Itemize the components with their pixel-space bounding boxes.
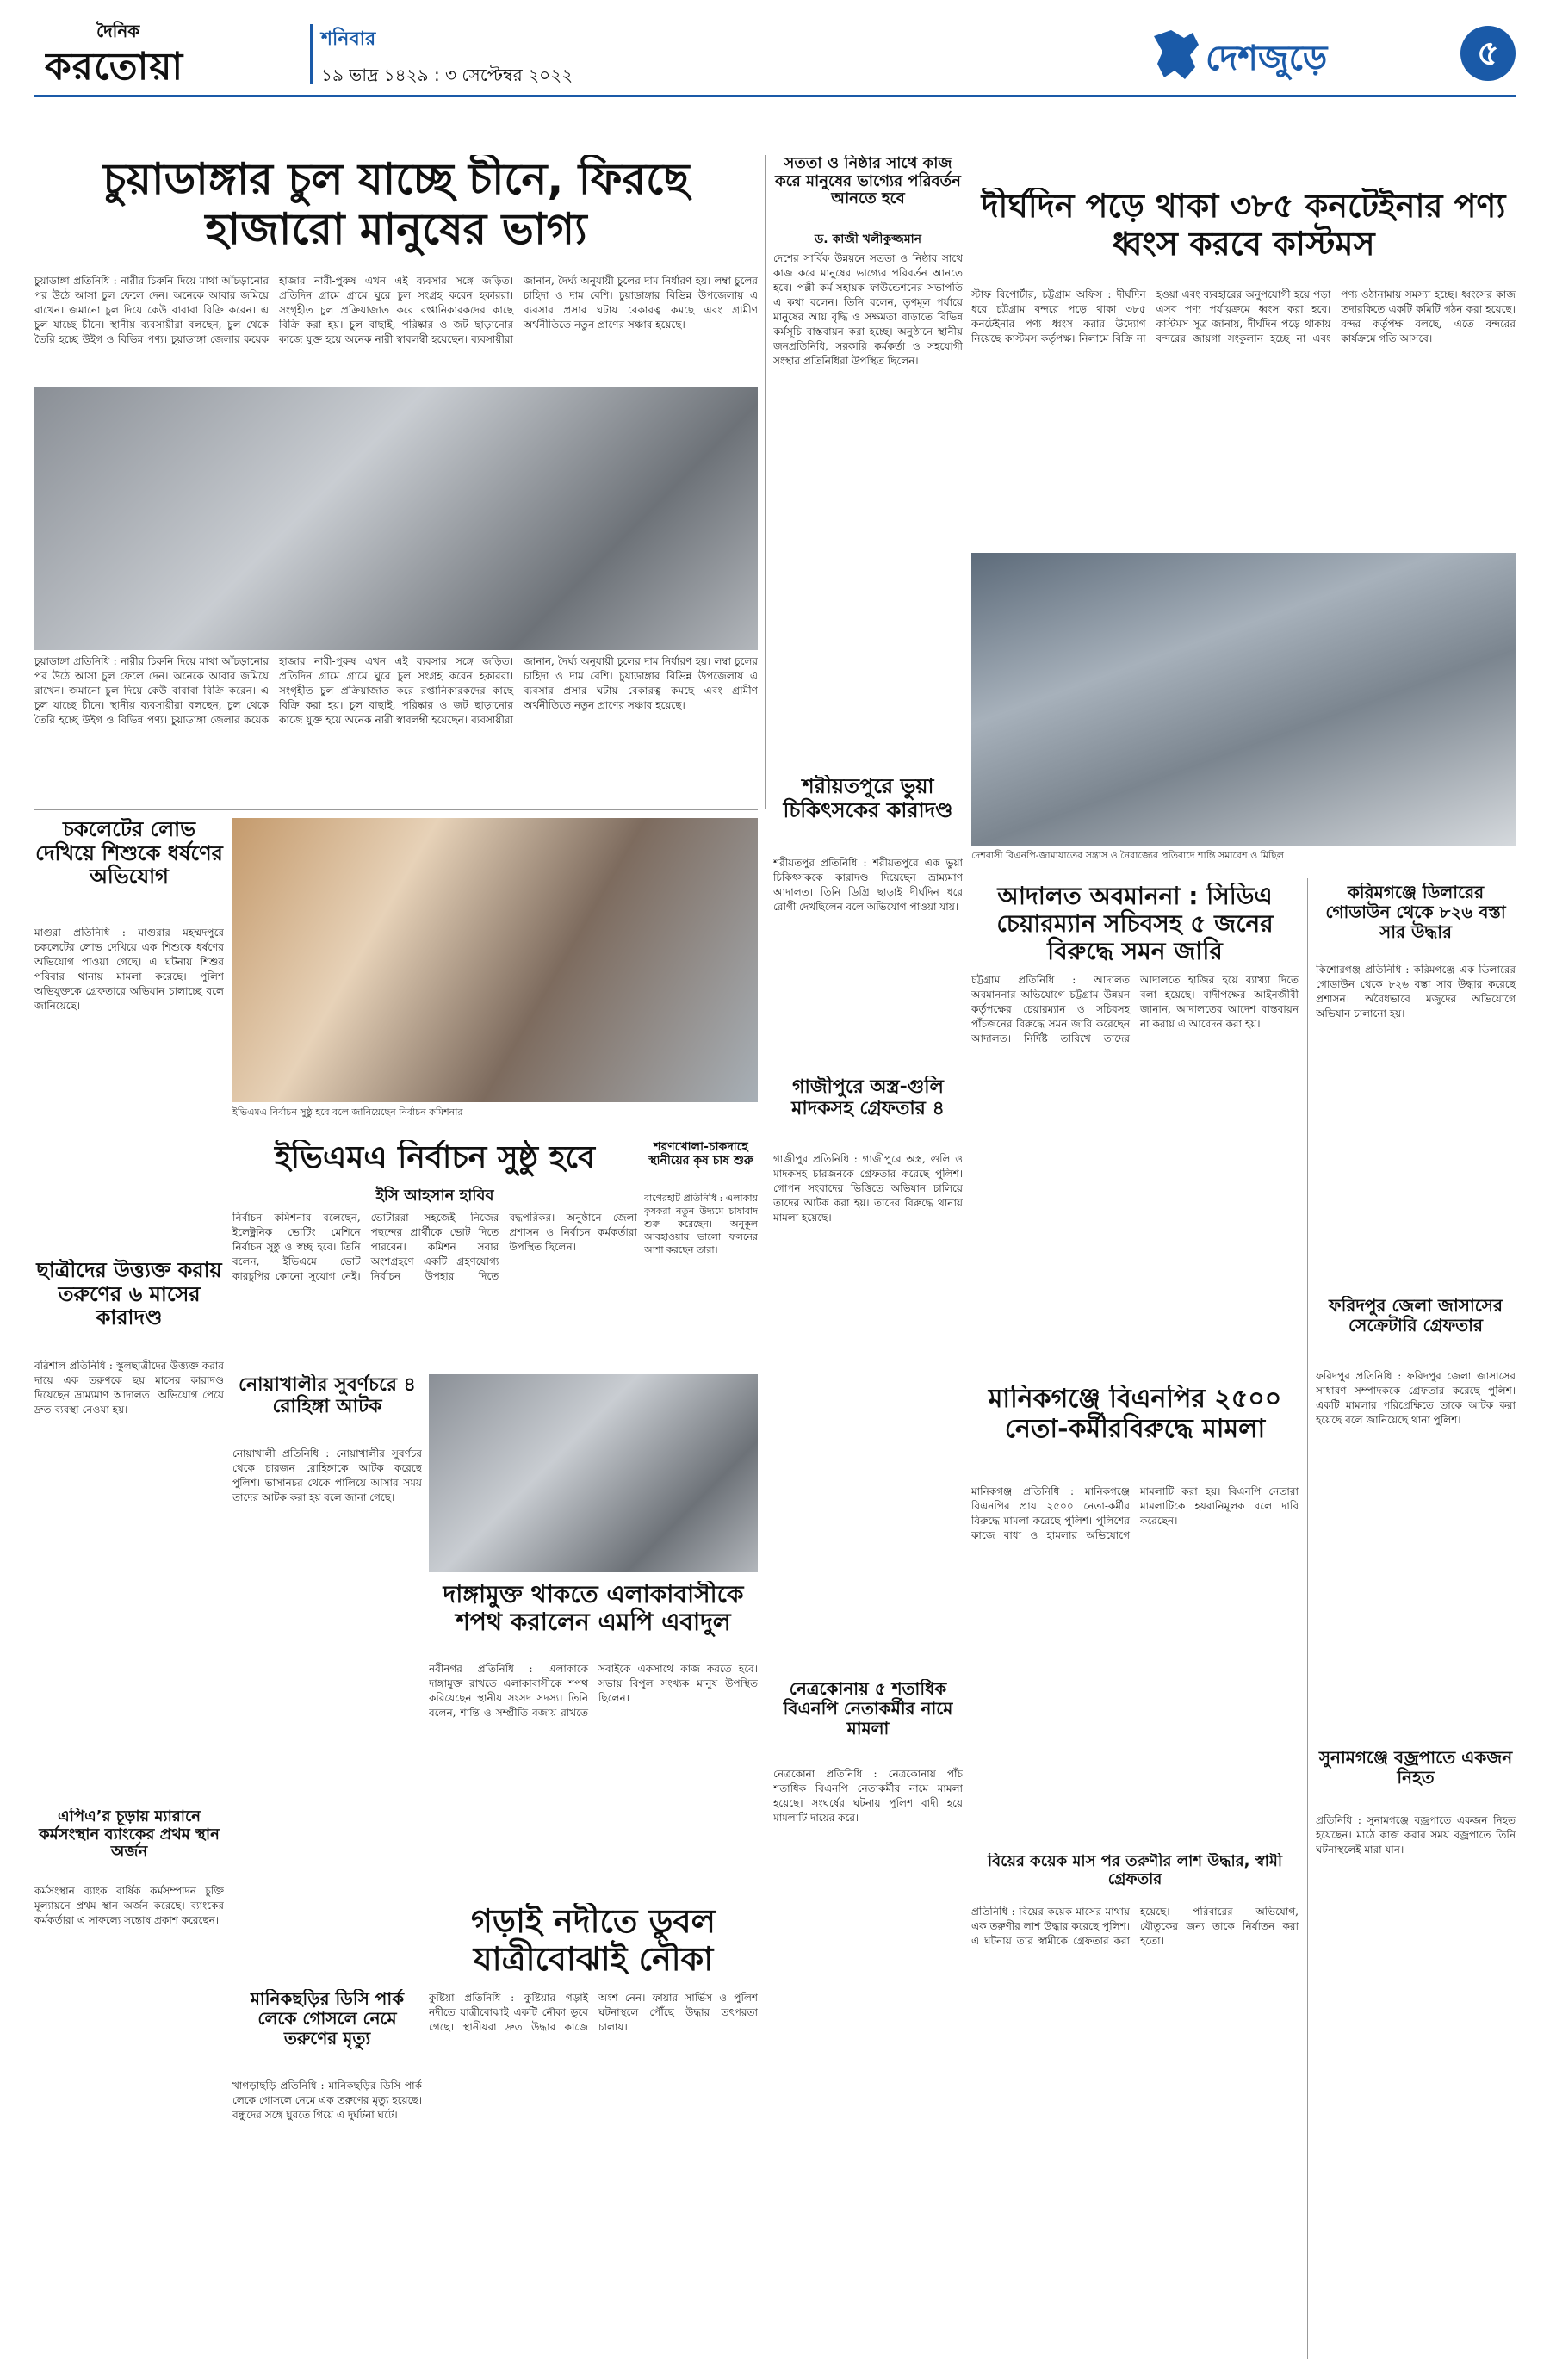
story-students-body: বরিশাল প্রতিনিধি : স্কুলছাত্রীদের উত্ত্যক্ত করার দায়ে এক তরুণকে ছয় মাসের কারাদণ্ড দিয়েছেন ভ্রাম্যমাণ আদালত। অভিযোগ পেয়ে দ্রুত ব্যবস্থা নেওয়া হয়।	[34, 1360, 224, 1416]
headline-hair: চুয়াডাঙ্গার চুল যাচ্ছে চীনে, ফিরছে হাজারো মানুষের ভাগ্য	[102, 155, 690, 254]
story-quack-body: শরীয়তপুর প্রতিনিধি : শরীয়তপুরে এক ভুয়া চিকিৎসককে কারাদণ্ড দিয়েছেন ভ্রাম্যমাণ আদালত। তিনি ডিগ্রি ছাড়াই দীর্ঘদিন ধরে রোগী দেখছিলেন বলে অভিযোগ পাওয়া যায়।	[773, 857, 963, 913]
story-atm-body: কর্মসংস্থান ব্যাংক বার্ষিক কর্মসম্পাদন চুক্তি মূল্যায়নে প্রথম স্থান অর্জন করেছে। ব্যাংকের কর্মকর্তারা এ সাফল্যে সন্তোষ প্রকাশ করেছেন।	[34, 1885, 224, 1926]
story-hair-body-bottom: চুয়াডাঙ্গা প্রতিনিধি : নারীর চিরুনি দিয়ে মাথা আঁচড়ানোর পর উঠে আসা চুল ফেলে দেন। অনেকে আবার জমিয়ে রাখেন। জমানো চুল দিয়ে কেউ বাবাবা বিক্রি করেন। এ চুল যাচ্ছে চীনে। স্থানীয় ব্যবসায়ীরা বলছেন, চুল থেকে তৈরি হচ্ছে উইগ ও বিভিন্ন পণ্য। চুয়াডাঙ্গা জেলার কয়েক হাজার নারী-পুরুষ এখন এই ব্যবসার সঙ্গে জড়িত। প্রতিদিন গ্রামে গ্রামে ঘুরে চুল সংগ্রহ করেন হকাররা। সংগৃহীত চুল প্রক্রিয়াজাত করে রপ্তানিকারকদের কাছে বিক্রি করা হয়। চুল বাছাই, পরিষ্কার ও জট ছাড়ানোর কাজে যুক্ত হয়ে অনেক নারী স্বাবলম্বী হয়েছেন। ব্যবসায়ীরা জানান, দৈর্ঘ্য অনুযায়ী চুলের দাম নির্ধারণ হয়। লম্বা চুলের চাহিদা ও দাম বেশি। চুয়াডাঙ্গার বিভিন্ন উপজেলায় এ ব্যবসার প্রসার ঘটায় বেকারত্ব কমছে এবং গ্রামীণ অর্থনীতিতে নতুন প্রাণের সঞ্চার হয়েছে।	[34, 655, 758, 726]
story-chocolate-body: মাগুরা প্রতিনিধি : মাগুরার মহম্মদপুরে চকলেটের লোভ দেখিয়ে এক শিশুকে ধর্ষণের অভিযোগ পাওয়া গেছে। এ ঘটনায় শিশুর পরিবার থানায় মামলা করেছে। পুলিশ অভিযুক্তকে গ্রেফতারে অভিযান চালাচ্ছে বলে জানিয়েছে।	[34, 927, 224, 1012]
headline-quack: শরীয়তপুরে ভুয়া চিকিৎসকের কারাদণ্ড	[783, 775, 953, 822]
date-full: ১৯ ভাদ্র ১৪২৯ : ৩ সেপ্টেম্বর ২০২২	[321, 65, 574, 84]
brand-big: করতোয়া	[45, 45, 184, 86]
headline-gazipur: গাজীপুরে অস্ত্র-গুলি মাদকসহ গ্রেফতার ৪	[791, 1076, 945, 1120]
story-manikganj-body: মানিকগঞ্জ প্রতিনিধি : মানিকগঞ্জে বিএনপির প্রায় ২৫০০ নেতা-কর্মীর বিরুদ্ধে মামলা করেছে পুলিশ। পুলিশের কাজে বাধা ও হামলার অভিযোগে মামলাটি করা হয়। বিএনপি নেতারা মামলাটিকে হয়রানিমূলক বলে দাবি করেছেন।	[971, 1485, 1299, 1541]
column-rule-right	[1307, 878, 1308, 2359]
column-rule	[765, 155, 766, 809]
story-gorai-body: কুষ্টিয়া প্রতিনিধি : কুষ্টিয়ার গড়াই নদীতে যাত্রীবোঝাই একটি নৌকা ডুবে গেছে। স্থানীয়রা দ্রুত উদ্ধার কাজে অংশ নেন। ফায়ার সার্ভিস ও পুলিশ ঘটনাস্থলে পৌঁছে উদ্ধার তৎপরতা চালায়।	[429, 1992, 758, 2033]
headline-containers: দীর্ঘদিন পড়ে থাকা ৩৮৫ কনটেইনার পণ্য ধ্বংস করবে কাস্টমস	[981, 188, 1506, 263]
headline-atm: এপিএ’র চূড়ায় ম্যারানে কর্মসংস্থান ব্যাংকের প্রথম স্থান অর্জন	[39, 1808, 220, 1862]
brand-small: দৈনিক	[96, 21, 140, 41]
story-honesty-body: দেশের সার্বিক উন্নয়নে সততা ও নিষ্ঠার সাথে কাজ করে মানুষের ভাগ্যের পরিবর্তন আনতে হবে। পল্লী কর্ম-সহায়ক ফাউন্ডেশনের সভাপতি এ কথা বলেন। তিনি বলেন, তৃণমূল পর্যায়ে মানুষের আয় বৃদ্ধি ও সক্ষমতা বাড়াতে বিভিন্ন কর্মসূচি বাস্তবায়ন করা হচ্ছে। অনুষ্ঠানে স্থানীয় জনপ্রতিনিধি, সরকারি কর্মকর্তা ও সহযোগী সংস্থার প্রতিনিধিরা উপস্থিত ছিলেন।	[773, 252, 963, 367]
date-block	[310, 24, 741, 84]
photo-evm	[232, 818, 758, 1102]
headline-students: ছাত্রীদের উত্ত্যক্ত করায় তরুণের ৬ মাসের কারাদণ্ড	[36, 1259, 222, 1330]
top-rule	[34, 95, 1516, 97]
headline-contempt: আদালত অবমাননা : সিডিএ চেয়ারম্যান সচিবসহ ৫ জনের বিরুদ্ধে সমন জারি	[996, 883, 1274, 966]
headline-sunamganj: সুনামগঞ্জে বজ্রপাতে একজন নিহত	[1318, 1748, 1513, 1788]
headline-mp: দাঙ্গামুক্ত থাকতে এলাকাবাসীকে শপথ করালেন এমপি এবাদুল	[443, 1581, 744, 1637]
headline-swamp: শরণখোলা-চাকদাহে স্থানীয়ের কৃষ চাষ শুরু	[648, 1140, 753, 1168]
story-mp-body: নবীনগর প্রতিনিধি : এলাকাকে দাঙ্গামুক্ত রাখতে এলাকাবাসীকে শপথ করিয়েছেন স্থানীয় সংসদ সদস্য। তিনি বলেন, শান্তি ও সম্প্রীতি বজায় রাখতে সবাইকে একসাথে কাজ করতে হবে। সভায় বিপুল সংখ্যক মানুষ উপস্থিত ছিলেন।	[429, 1663, 758, 1719]
headline-wife: বিয়ের কয়েক মাস পর তরুণীর লাশ উদ্ধার, স্বামী গ্রেফতার	[987, 1853, 1283, 1888]
headline-noakhali: নোয়াখালীর সুবর্ণচরে ৪ রোহিঙ্গা আটক	[239, 1374, 416, 1418]
headline-chocolate: চকলেটের লোভ দেখিয়ে শিশুকে ধর্ষণের অভিযোগ	[35, 818, 223, 889]
story-swamp-body: বাগেরহাট প্রতিনিধি : এলাকায় কৃষকরা নতুন উদ্যমে চাষাবাদ শুরু করেছেন। অনুকূল আবহাওয়ায় ভালো ফলনের আশা করছেন তারা।	[644, 1193, 758, 1255]
story-containers-body: স্টাফ রিপোর্টার, চট্টগ্রাম অফিস : দীর্ঘদিন ধরে চট্টগ্রাম বন্দরে পড়ে থাকা ৩৮৫ কনটেইনার পণ্য ধ্বংস করার উদ্যোগ নিয়েছে কাস্টমস কর্তৃপক্ষ। নিলামে বিক্রি না হওয়া এবং ব্যবহারের অনুপযোগী হয়ে পড়া এসব পণ্য পর্যায়ক্রমে ধ্বংস করা হবে। কাস্টমস সূত্র জানায়, দীর্ঘদিন পড়ে থাকায় বন্দরের জায়গা সংকুলান হচ্ছে না এবং পণ্য ওঠানামায় সমস্যা হচ্ছে। ধ্বংসের কাজ তদারকিতে একটি কমিটি গঠন করা হয়েছে। বন্দর কর্তৃপক্ষ বলছে, এতে বন্দরের কার্যক্রমে গতি আসবে।	[971, 288, 1516, 344]
section-logo	[1145, 26, 1516, 86]
headline-evm: ইভিএমএ নির্বাচন সুষ্ঠু হবে	[274, 1140, 596, 1175]
story-hair-body-top: চুয়াডাঙ্গা প্রতিনিধি : নারীর চিরুনি দিয়ে মাথা আঁচড়ানোর পর উঠে আসা চুল ফেলে দেন। অনেকে আবার জমিয়ে রাখেন। জমানো চুল দিয়ে কেউ বাবাবা বিক্রি করেন। এ চুল যাচ্ছে চীনে। স্থানীয় ব্যবসায়ীরা বলছেন, চুল থেকে তৈরি হচ্ছে উইগ ও বিভিন্ন পণ্য। চুয়াডাঙ্গা জেলার কয়েক হাজার নারী-পুরুষ এখন এই ব্যবসার সঙ্গে জড়িত। প্রতিদিন গ্রামে গ্রামে ঘুরে চুল সংগ্রহ করেন হকাররা। সংগৃহীত চুল প্রক্রিয়াজাত করে রপ্তানিকারকদের কাছে বিক্রি করা হয়। চুল বাছাই, পরিষ্কার ও জট ছাড়ানোর কাজে যুক্ত হয়ে অনেক নারী স্বাবলম্বী হয়েছেন। ব্যবসায়ীরা জানান, দৈর্ঘ্য অনুযায়ী চুলের দাম নির্ধারণ হয়। লম্বা চুলের চাহিদা ও দাম বেশি। চুয়াডাঙ্গার বিভিন্ন উপজেলায় এ ব্যবসার প্রসার ঘটায় বেকারত্ব কমছে এবং গ্রামীণ অর্থনীতিতে নতুন প্রাণের সঞ্চার হয়েছে।	[34, 275, 758, 345]
headline-manikchhari: মানিকছড়ির ডিসি পার্ক লেকে গোসলে নেমে তরুণের মৃত্যু	[250, 1989, 405, 2048]
headline-netrokona: নেত্রকোনায় ৫ শতাধিক বিএনপি নেতাকর্মীর নামে মামলা	[783, 1679, 953, 1739]
headline-karimganj: করিমগঞ্জে ডিলারের গোডাউন থেকে ৮২৬ বস্তা সার উদ্ধার	[1325, 883, 1506, 942]
headline-honesty: সততা ও নিষ্ঠার সাথে কাজ করে মানুষের ভাগ্যের পরিবর্তন আনতে হবে	[775, 155, 961, 208]
caption-rally: দেশবাসী বিএনপি-জামায়াতের সন্ত্রাস ও নৈরাজ্যের প্রতিবাদে শান্তি সমাবেশ ও মিছিল	[971, 850, 1284, 861]
caption-evm: ইভিএমএ নির্বাচন সুষ্ঠু হবে বলে জানিয়েছেন নির্বাচন কমিশনার	[232, 1106, 463, 1118]
story-contempt-body: চট্টগ্রাম প্রতিনিধি : আদালত অবমাননার অভিযোগে চট্টগ্রাম উন্নয়ন কর্তৃপক্ষের চেয়ারম্যান ও সচিবসহ পাঁচজনের বিরুদ্ধে সমন জারি করেছেন আদালত। নির্দিষ্ট তারিখে তাদের আদালতে হাজির হয়ে ব্যাখ্যা দিতে বলা হয়েছে। বাদীপক্ষের আইনজীবী জানান, আদালতের আদেশ বাস্তবায়ন না করায় এ আবেদন করা হয়।	[971, 974, 1299, 1044]
page-number: ৫	[1460, 26, 1516, 81]
bangladesh-map-icon	[1145, 26, 1206, 86]
story-gazipur-body: গাজীপুর প্রতিনিধি : গাজীপুরে অস্ত্র, গুলি ও মাদকসহ চারজনকে গ্রেফতার করেছে পুলিশ। গোপন সংবাদের ভিত্তিতে অভিযান চালিয়ে তাদের আটক করা হয়। তাদের বিরুদ্ধে থানায় মামলা হয়েছে।	[773, 1153, 963, 1224]
headline-faridpur: ফরিদপুর জেলা জাসাসের সেক্রেটারি গ্রেফতার	[1328, 1296, 1503, 1336]
headline-gorai: গড়াই নদীতে ডুবল যাত্রীবোঝাই নৌকা	[470, 1903, 716, 1978]
photo-rally	[971, 553, 1516, 846]
story-netrokona-body: নেত্রকোনা প্রতিনিধি : নেত্রকোনায় পাঁচ শতাধিক বিএনপি নেতাকর্মীর নামে মামলা হয়েছে। সংঘর্ষের ঘটনায় পুলিশ বাদী হয়ে মামলাটি দায়ের করে।	[773, 1768, 963, 1824]
story-manikchhari-body: খাগড়াছড়ি প্রতিনিধি : মানিকছড়ির ডিসি পার্ক লেকে গোসলে নেমে এক তরুণের মৃত্যু হয়েছে। বন্ধুদের সঙ্গে ঘুরতে গিয়ে এ দুর্ঘটনা ঘটে।	[232, 2079, 422, 2121]
byline-evm: ইসি আহসান হাবিব	[375, 1187, 494, 1205]
story-karimganj-body: কিশোরগঞ্জ প্রতিনিধি : করিমগঞ্জে এক ডিলারের গোডাউন থেকে ৮২৬ বস্তা সার উদ্ধার করেছে প্রশাসন। অবৈধভাবে মজুদের অভিযোগে অভিযান চালানো হয়।	[1316, 964, 1516, 1020]
photo-mp	[429, 1374, 758, 1572]
story-noakhali-body: নোয়াখালী প্রতিনিধি : নোয়াখালীর সুবর্ণচর থেকে চারজন রোহিঙ্গাকে আটক করেছে পুলিশ। ভাসানচর থেকে পালিয়ে আসার সময় তাদের আটক করা হয় বলে জানা গেছে।	[232, 1447, 422, 1503]
section-name: দেশজুড়ে	[1206, 39, 1328, 78]
byline-honesty: ড. কাজী খলীকুজ্জমান	[814, 232, 922, 246]
story-sunamganj-body: প্রতিনিধি : সুনামগঞ্জে বজ্রপাতে একজন নিহত হয়েছেন। মাঠে কাজ করার সময় বজ্রপাতে তিনি ঘটনাস্থলেই মারা যান।	[1316, 1814, 1516, 1856]
story-evm-body: নির্বাচন কমিশনার বলেছেন, ইলেক্ট্রনিক ভোটিং মেশিনে নির্বাচন সুষ্ঠু ও স্বচ্ছ হবে। তিনি বলেন, ইভিএমে ভোট কারচুপির কোনো সুযোগ নেই। ভোটাররা সহজেই নিজের পছন্দের প্রার্থীকে ভোট দিতে পারবেন। কমিশন সবার অংশগ্রহণে একটি গ্রহণযোগ্য নির্বাচন উপহার দিতে বদ্ধপরিকর। অনুষ্ঠানে জেলা প্রশাসন ও নির্বাচন কর্মকর্তারা উপস্থিত ছিলেন।	[232, 1212, 637, 1282]
story-faridpur-body: ফরিদপুর প্রতিনিধি : ফরিদপুর জেলা জাসাসের সাধারণ সম্পাদককে গ্রেফতার করেছে পুলিশ। একটি মামলার পরিপ্রেক্ষিতে তাকে আটক করা হয়েছে বলে জানিয়েছে থানা পুলিশ।	[1316, 1370, 1516, 1426]
date-day: শনিবার	[321, 28, 376, 50]
section-rule	[34, 809, 758, 810]
story-wife-body: প্রতিনিধি : বিয়ের কয়েক মাসের মাথায় এক তরুণীর লাশ উদ্ধার করেছে পুলিশ। এ ঘটনায় তার স্বামীকে গ্রেফতার করা হয়েছে। পরিবারের অভিযোগ, যৌতুকের জন্য তাকে নির্যাতন করা হতো।	[971, 1906, 1299, 1947]
newspaper-brand	[45, 19, 303, 86]
photo-hair	[34, 387, 758, 650]
headline-manikganj: মানিকগঞ্জে বিএনপির ২৫০০ নেতা-কর্মীরবিরুদ্ধে মামলা	[988, 1385, 1282, 1444]
